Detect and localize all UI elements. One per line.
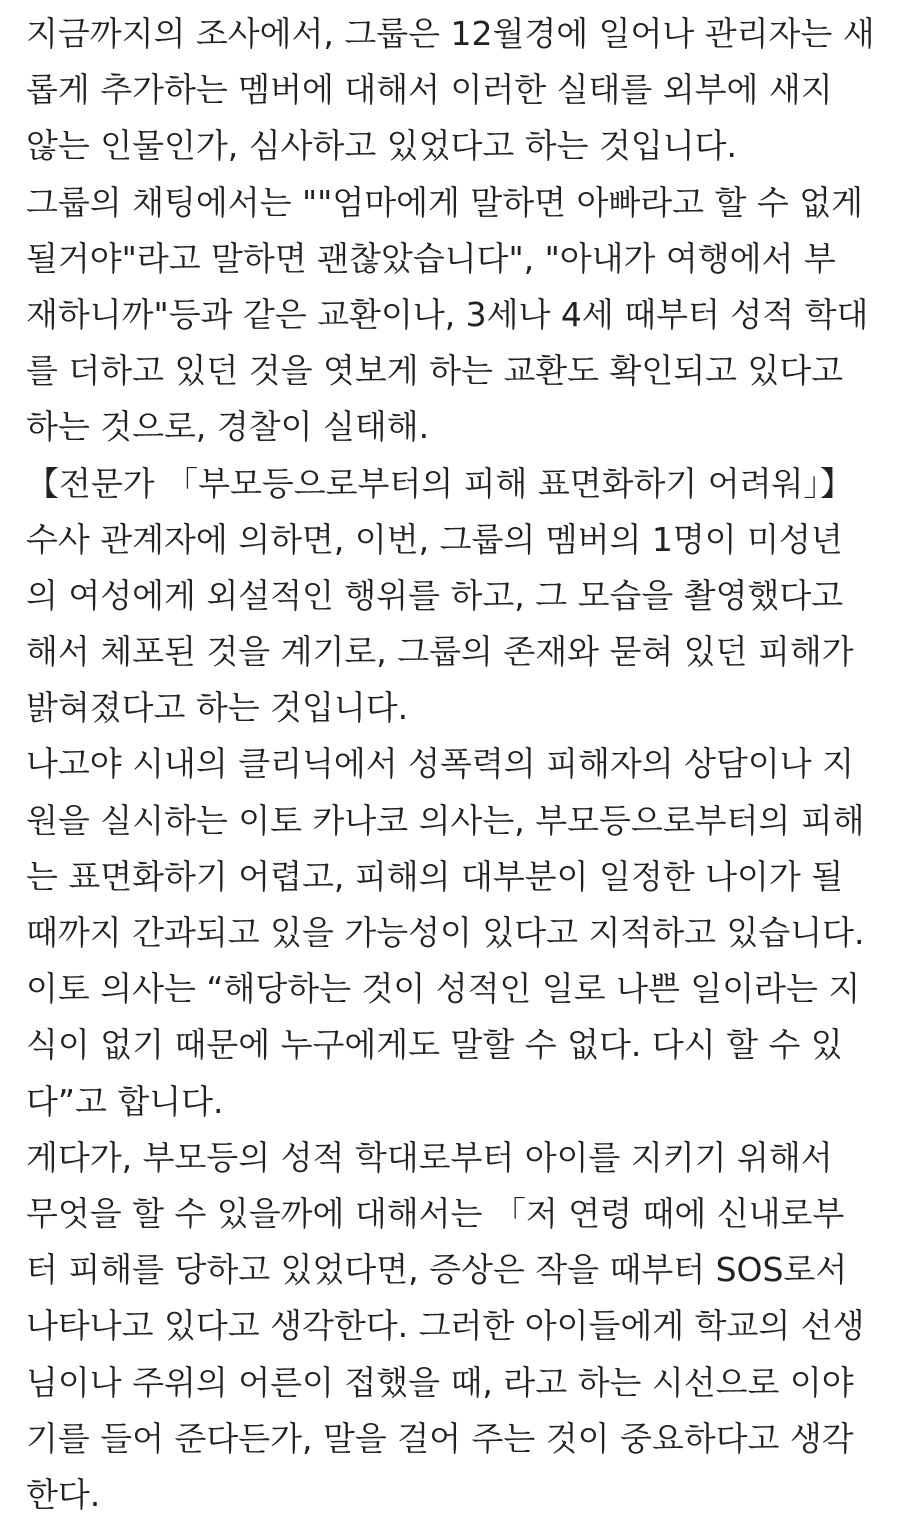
text-line: 게다가, 부모등의 성적 학대로부터 아이를 지키기 위해서 [26, 1137, 833, 1177]
text-line: 수사 관계자에 의하면, 이번, 그룹의 멤버의 1명이 미성년 [26, 519, 843, 559]
text-line: 재하니까"등과 같은 교환이나, 3세나 4세 때부터 성적 학대 [26, 294, 869, 334]
section-heading: 【전문가 「부모등으로부터의 피해 표면화하기 어려워」】 [26, 463, 853, 503]
text-line: 는 표면화하기 어렵고, 피해의 대부분이 일정한 나이가 될 [26, 856, 844, 896]
text-line: 의 여성에게 외설적인 행위를 하고, 그 모습을 촬영했다고 [26, 575, 844, 615]
text-line: 나타나고 있다고 생각한다. 그러한 아이들에게 학교의 선생 [26, 1306, 865, 1346]
text-line: 무엇을 할 수 있을까에 대해서는 「저 연령 때에 신내로부 [26, 1193, 845, 1233]
text-line: 님이나 주위의 어른이 접했을 때, 라고 하는 시선으로 이야 [26, 1362, 854, 1402]
text-line: 해서 체포된 것을 계기로, 그룹의 존재와 묻혀 있던 피해가 [26, 632, 854, 672]
text-line: 될거야"라고 말하면 괜찮았습니다", "아내가 여행에서 부 [26, 238, 836, 278]
text-line: 지금까지의 조사에서, 그룹은 12월경에 일어나 관리자는 새 [26, 14, 875, 53]
text-line: 이토 의사는 “해당하는 것이 성적인 일로 나쁜 일이라는 지 [26, 969, 861, 1009]
text-line: 원을 실시하는 이토 카나코 의사는, 부모등으로부터의 피해 [26, 800, 865, 840]
text-line: 밝혀졌다고 하는 것입니다. [26, 688, 409, 728]
text-line: 롭게 추가하는 멤버에 대해서 이러한 실태를 외부에 새지 [26, 70, 833, 110]
text-line: 한다. [26, 1474, 101, 1514]
text-line: 식이 없기 때문에 누구에게도 말할 수 없다. 다시 할 수 있 [26, 1025, 843, 1065]
text-line: 기를 들어 준다든가, 말을 걸어 주는 것이 중요하다고 생각 [26, 1418, 854, 1458]
text-line: 하는 것으로, 경찰이 실태해. [26, 407, 430, 447]
text-line: 나고야 시내의 클리닉에서 성폭력의 피해자의 상담이나 지 [26, 744, 855, 784]
text-line: 터 피해를 당하고 있었다면, 증상은 작을 때부터 SOS로서 [26, 1250, 848, 1290]
text-line: 그룹의 채팅에서는 ""엄마에게 말하면 아빠라고 할 수 없게 [26, 182, 863, 222]
text-line: 않는 인물인가, 심사하고 있었다고 하는 것입니다. [26, 126, 737, 166]
text-line: 때까지 간과되고 있을 가능성이 있다고 지적하고 있습니다. [26, 913, 865, 952]
text-line: 다”고 합니다. [26, 1081, 224, 1121]
text-line: 를 더하고 있던 것을 엿보게 하는 교환도 확인되고 있다고 [26, 351, 844, 391]
